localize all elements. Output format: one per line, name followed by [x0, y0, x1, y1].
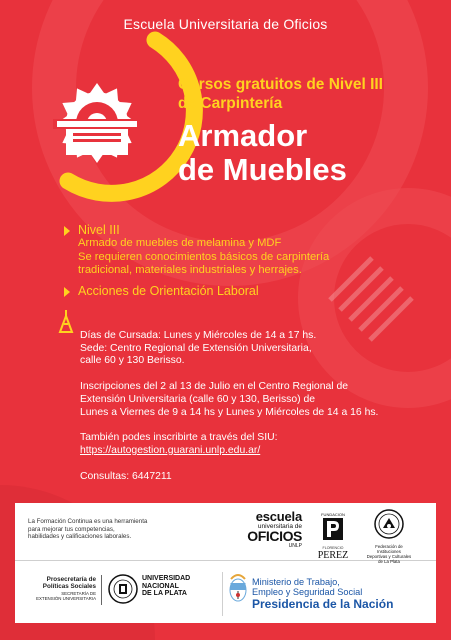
contact: Consultas: 6447211 — [80, 470, 172, 482]
course-subtitle: Cursos gratuitos de Nivel III de Carpintería — [178, 76, 383, 112]
schedule: Días de Cursada: Lunes y Miércoles de 14 a 17 hs. Sede: Centro Regional de Extensión Universitaria, calle 60 y 130 Berisso. — [80, 330, 317, 367]
ministerio-label: Ministerio de Trabajo, Empleo y Seguridad Social Presidencia de la Nación — [252, 577, 394, 611]
bullet-item: Nivel III — [64, 223, 444, 237]
unlp-logo — [108, 573, 191, 610]
siu-link[interactable]: https://autogestion.guarani.unlp.edu.ar/ — [80, 444, 261, 456]
siu-info: También podes inscribirte a través del SIU: https://autogestion.guarani.unlp.edu.ar/ — [80, 432, 278, 456]
inscription: Inscripciones del 2 al 13 de Julio en el Centro Regional de Extensión Universitaria (calle 60 y 130, Berisso) de Lunes a Viernes de 9 a 14 hs y Lunes y Miércoles de 14 a 16 hs. — [80, 381, 379, 418]
federacion-logo: Federación de Instituciones Deportivas y Culturales de La Plata — [364, 509, 414, 564]
fundacion-perez-logo: FUNDACION FLORENCIO PEREZ — [317, 512, 349, 561]
unlp-seal-icon — [108, 573, 138, 605]
course-info — [80, 330, 440, 496]
prosecretaria-label: Prosecretaría de Políticas Sociales SECRETARÍA DE EXTENSIÓN UNIVERSITARIA — [36, 576, 96, 602]
triangle-arrow-icon — [64, 226, 70, 236]
unlp-name: UNIVERSIDAD NACIONAL DE LA PLATA — [142, 575, 191, 597]
fundacion-emblem-icon — [323, 518, 343, 540]
triangle-arrow-icon — [64, 287, 70, 297]
federacion-seal-icon — [374, 509, 404, 539]
course-title: Armador de Muebles — [178, 118, 347, 187]
prosecretaria-divider — [101, 575, 102, 605]
footer-tagline: La Formación Continua es una herramienta para mejorar tus competencias, habilidades y calificaciones laborales. — [28, 518, 148, 541]
trowel-icon — [60, 310, 72, 332]
bullet-description: Armado de muebles de melamina y MDF Se requieren conocimientos básicos de carpintería tradicional, materiales industriales y herrajes. — [78, 237, 330, 276]
bullet-item: Acciones de Orientación Laboral — [64, 284, 444, 298]
course-bullets — [64, 223, 444, 298]
organization-name: Escuela Universitaria de Oficios — [123, 16, 328, 32]
footer-vertical-divider — [222, 572, 223, 616]
argentina-coat-of-arms-icon — [228, 571, 248, 603]
escuela-oficios-logo: escuela universitaria de OFICIOS UNLP — [247, 509, 302, 549]
